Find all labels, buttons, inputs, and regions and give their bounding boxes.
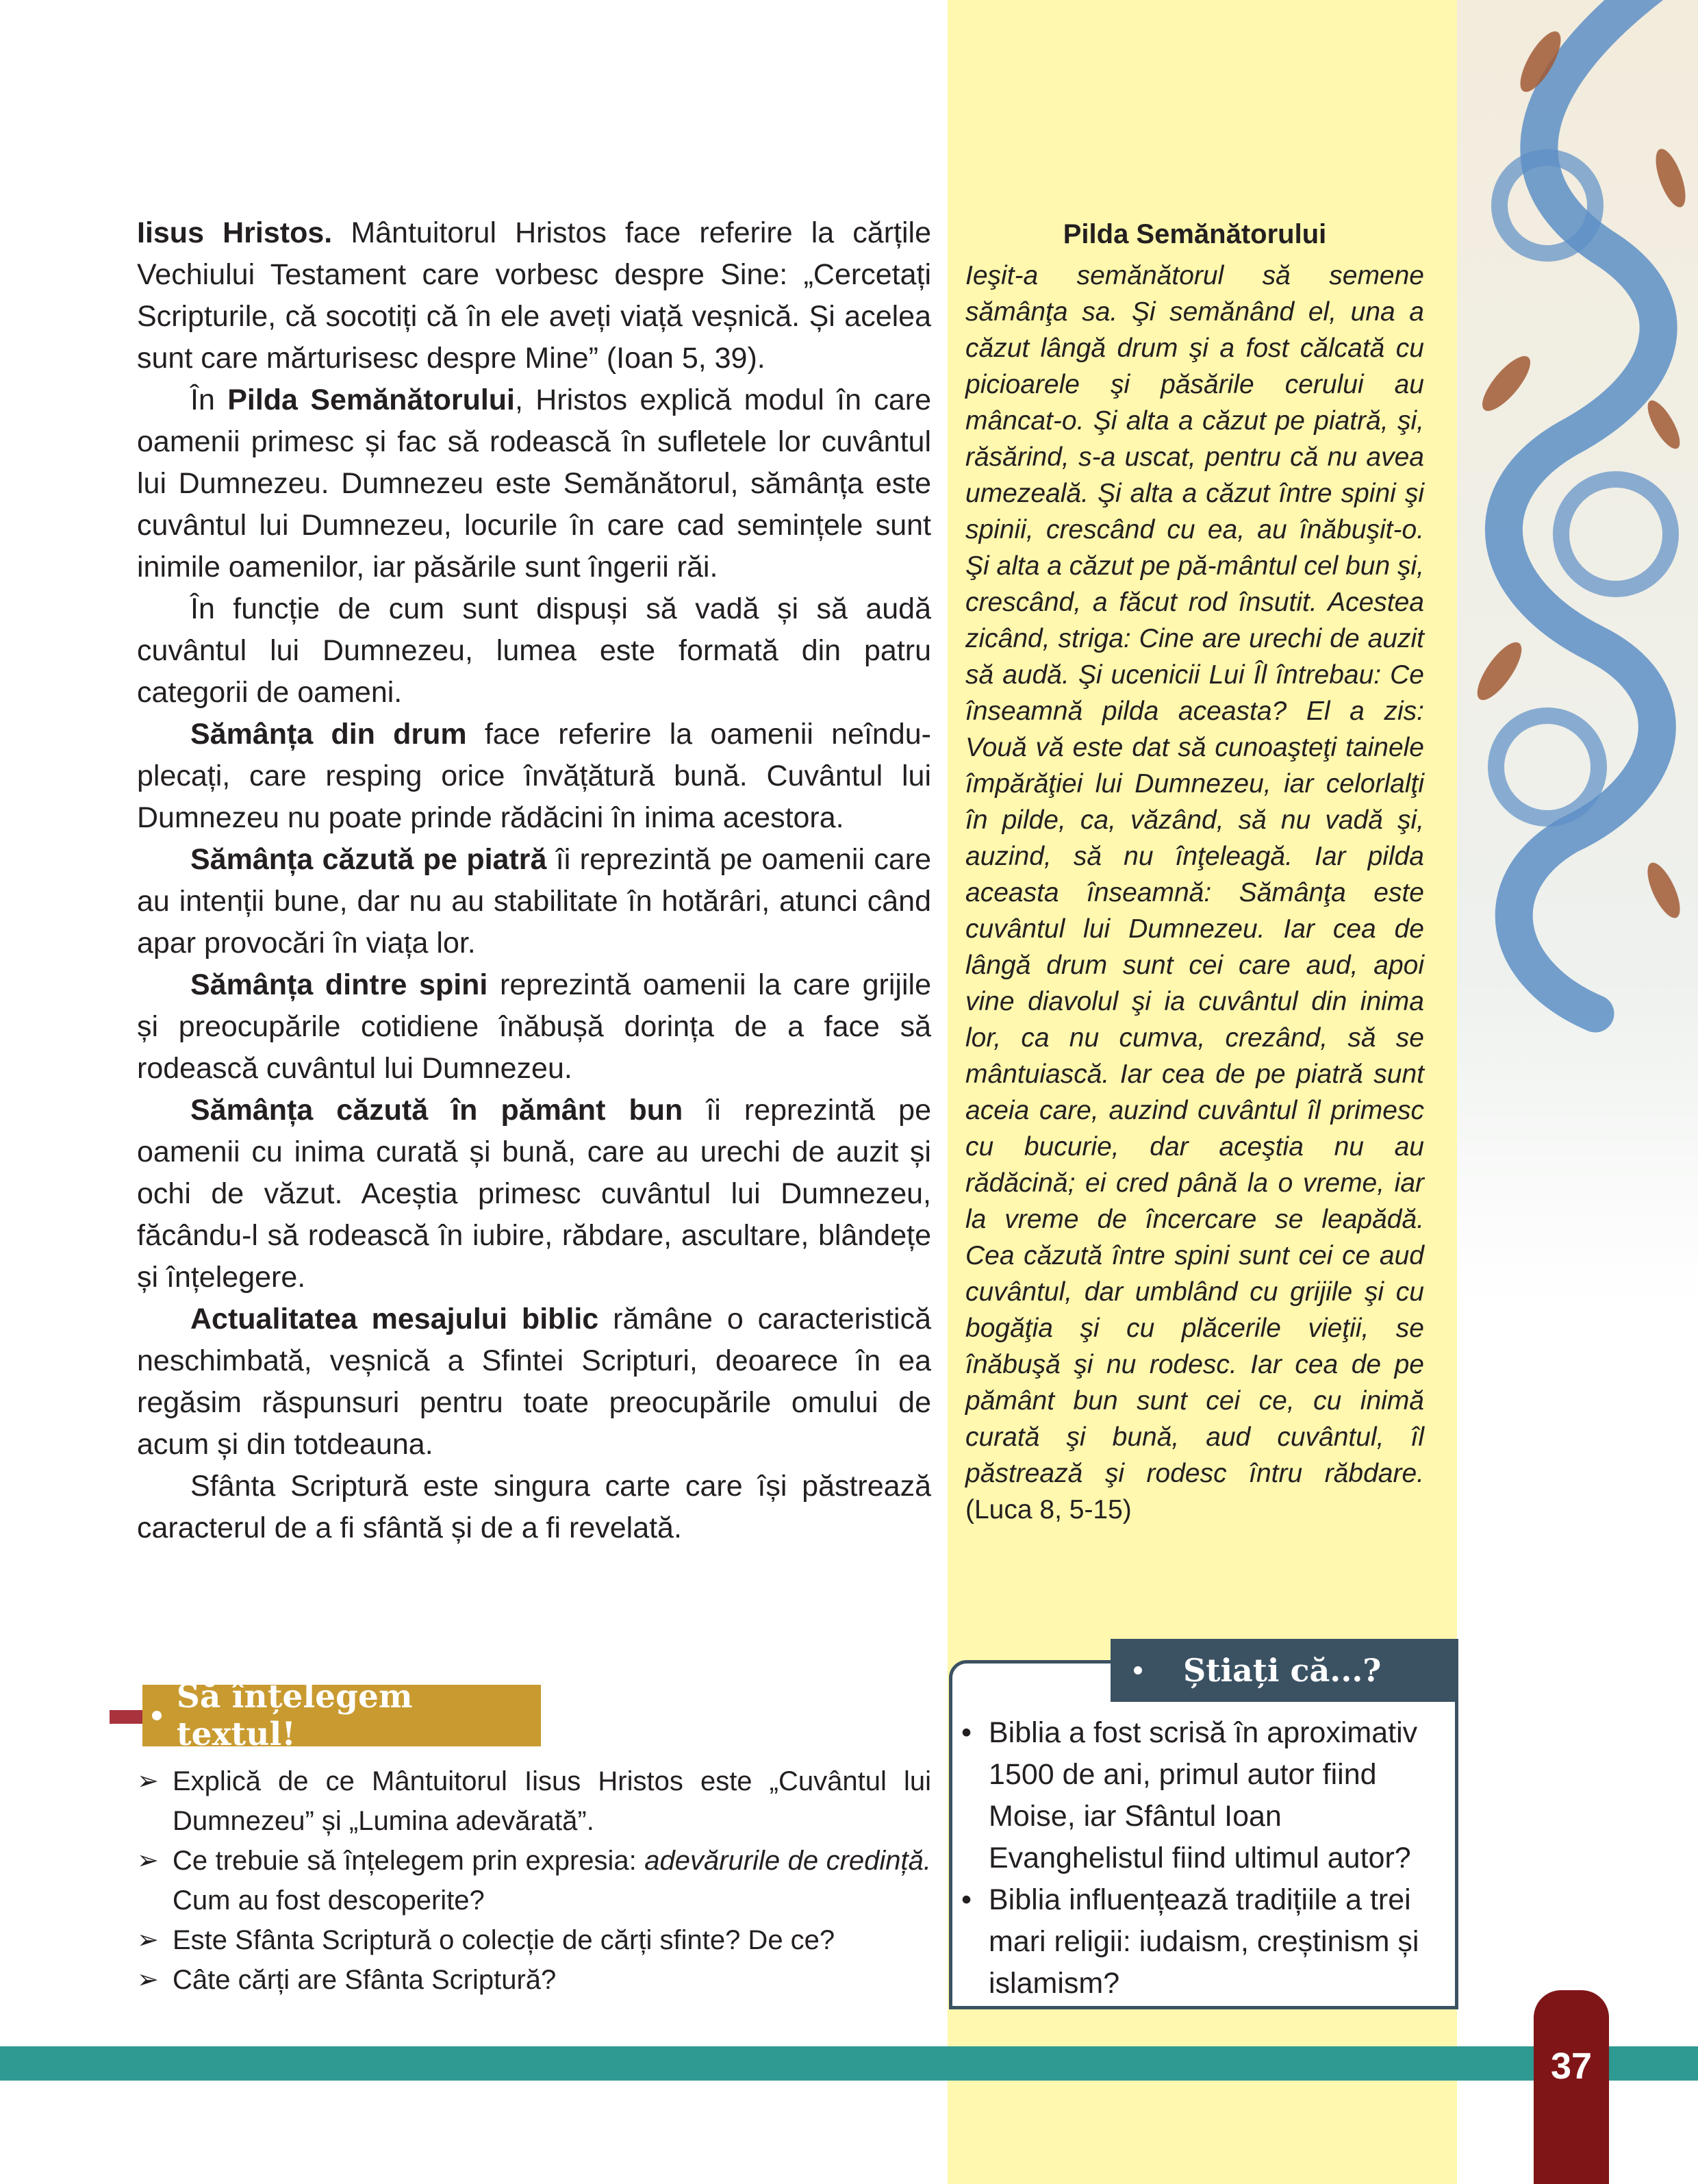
arrow-icon: ➢ xyxy=(137,1767,159,1796)
paragraph-text: îi reprezintă pe oamenii cu inima curată și bună, care au urechi de auzit și ochi de văzut. Aceștia primesc cuvântul lui Dumnezeu, făcându-l să rodească în iubire, răbdare, ascultare, blândețe și înțelegere. xyxy=(137,1094,931,1294)
list-item xyxy=(137,1960,931,2000)
footer-band xyxy=(0,2046,1698,2081)
question-text: Explică de ce Mântuitorul Iisus Hristos este „Cuvântul lui Dumnezeu” și „Lumina adevărată”. xyxy=(173,1766,931,1836)
paragraph: În funcție de cum sunt dispuși să vadă și să audă cuvântul lui Dumnezeu, lumea este formată din patru categorii de oameni. xyxy=(137,592,931,709)
ornament-border xyxy=(1445,0,1698,1301)
paragraph-text: rămâne o caracteristică neschimbată, veșnică a Sfintei Scripturi, deoarece în ea regăsim răspunsuri pentru toate preocupările omului de acum și din totdeauna. xyxy=(137,1303,931,1461)
paragraph xyxy=(137,379,931,588)
question-text: Ce trebuie să înțelegem prin expresia: xyxy=(173,1846,645,1876)
paragraph-text: face referire la oamenii neîndu-plecați, care resping orice învățătură bună. Cuvântul lui Dumnezeu nu poate prinde rădăcini în inima acestora. xyxy=(137,718,931,834)
bullet-icon: • xyxy=(961,1716,972,1749)
main-text xyxy=(137,212,931,1549)
did-you-know-header xyxy=(1111,1639,1458,1702)
arrow-icon: ➢ xyxy=(137,1966,159,1994)
paragraph-text: reprezintă oamenii la care grijile și preocupările cotidiene înăbușă dorința de a face să rodească cuvântul lui Dumnezeu. xyxy=(137,968,931,1085)
list-item xyxy=(137,1761,931,1841)
parable-title: Pilda Semănătorului xyxy=(1063,219,1327,249)
bold-term: Sămânța dintre spini xyxy=(190,968,488,1001)
bold-term: Actualitatea mesajului biblic xyxy=(190,1303,599,1335)
question-text: Câte cărți are Sfânta Scriptură? xyxy=(173,1965,557,1995)
paragraph-text: , Hristos explică modul în care oamenii primesc și fac să rodească în sufletele lor cuvântul lui Dumnezeu. Dumnezeu este Semănătorul, sămânța este cuvântul lui Dumnezeu, locurile în care cad semințele sunt inimile oamenilor, iar păsările sunt îngerii răi. xyxy=(137,384,931,583)
paragraph-text: În xyxy=(190,384,228,416)
fact-text: Biblia influențează tradițiile a trei mari religii: iudaism, creștinism și islamism? xyxy=(989,1883,1419,2000)
bullet-icon xyxy=(152,1711,162,1720)
paragraph-text: Mântuitorul Hristos face referire la cărțile Vechiului Testament care vorbesc despre Sine: „Cercetați Scripturile, că socotiți că în ele aveți viață veșnică. Și acelea sunt care mărturisesc despre Mine” (Ioan 5, 39). xyxy=(137,216,932,375)
bold-term: Pilda Semănătorului xyxy=(227,384,515,416)
bold-term: Sămânța căzută în pământ bun xyxy=(190,1094,683,1127)
question-text: Este Sfânta Scriptură o colecție de cărți sfinte? De ce? xyxy=(173,1925,835,1955)
arrow-icon: ➢ xyxy=(137,1846,159,1875)
paragraph xyxy=(137,839,931,964)
understand-title: Să înțelegem textul! xyxy=(176,1678,413,1753)
fact-text: Biblia a fost scrisă în aproximativ 1500 de ani, primul autor fiind Moise, iar Sfântul Ioan Evanghelistul fiind ultimul autor? xyxy=(989,1716,1418,1874)
parable-box xyxy=(965,214,1424,1528)
bullet-icon: • xyxy=(961,1883,972,1916)
did-you-know-title: Știați că...? xyxy=(1183,1652,1382,1689)
question-text: Cum au fost descoperite? xyxy=(173,1885,485,1916)
understand-header xyxy=(142,1678,541,1753)
page-number: 37 xyxy=(1550,2046,1593,2087)
parable-reference: (Luca 8, 5-15) xyxy=(965,1495,1132,1524)
paragraph: Sfânta Scriptură este singura carte care își păstrează caracterul de a fi sfântă și de a fi revelată. xyxy=(137,1470,931,1544)
paragraph-text: îi reprezintă pe oamenii care au intenții bune, dar nu au stabilitate în hotărâri, atunci când apar provocări în viața lor. xyxy=(137,843,931,959)
list-item xyxy=(137,1920,931,1960)
paragraph xyxy=(137,964,931,1090)
bullet-icon xyxy=(1134,1666,1142,1674)
paragraph xyxy=(137,714,931,839)
parable-text xyxy=(965,258,1424,1528)
parable-body: Ieşit-a semănătorul să semene sămânţa sa. Şi semănând el, una a căzut lângă drum şi a fost călcată cu picioarele şi păsările cerului au mâncat-o. Şi alta a căzut pe piatră, şi, răsărind, s-a uscat, pentru că nu avea umezeală. Şi alta a căzut între spini şi spinii, crescând cu ea, au înăbuşit-o. Şi alta a căzut pe pă-mântul cel bun şi, crescând, a făcut rod însutit. Acestea zicând, striga: Cine are urechi de auzit să audă. Şi ucenicii Lui Îl întrebau: Ce înseamnă pilda aceasta? El a zis: Vouă vă este dat să cunoaşteţi tainele împărăţiei lui Dumnezeu, iar celorlalţi în pilde, ca, văzând, să nu vadă şi, auzind, să nu înţeleagă. Iar pilda aceasta înseamnă: Sămânţa este cuvântul lui Dumnezeu. Iar cea de lângă drum sunt cei care aud, apoi vine diavolul şi ia cuvântul din inima lor, ca nu cumva, crezând, să se mântuiască. Iar cea de pe piatră sunt aceia care, auzind cuvântul îl primesc cu bucurie, dar aceştia nu au rădăcină; ei cred până la o vreme, iar la vreme de încercare se leapădă. Cea căzută între spini sunt cei ce aud cuvântul, dar umblând cu grijile şi cu bogăţia şi cu plăcerile vieţii, se înăbuşă şi nu rodesc. Iar cea de pe pământ bun sunt cei ce, cu inimă curată şi bună, aud cuvântul, îl păstrează şi rodesc întru răbdare. xyxy=(965,261,1424,1488)
question-italic: adevărurile de credință. xyxy=(644,1846,931,1876)
facts-list xyxy=(961,1712,1449,2005)
list-item xyxy=(137,1841,931,1920)
arrow-icon: ➢ xyxy=(137,1926,159,1955)
list-item xyxy=(961,1879,1449,2005)
bold-term: Iisus Hristos. xyxy=(137,216,333,249)
paragraph xyxy=(137,1090,931,1298)
paragraph xyxy=(137,1298,931,1466)
list-item xyxy=(961,1712,1449,1879)
bold-term: Sămânța căzută pe piatră xyxy=(190,843,547,876)
bold-term: Sămânța din drum xyxy=(190,718,467,751)
questions-list xyxy=(137,1761,931,2000)
paragraph xyxy=(137,212,931,379)
